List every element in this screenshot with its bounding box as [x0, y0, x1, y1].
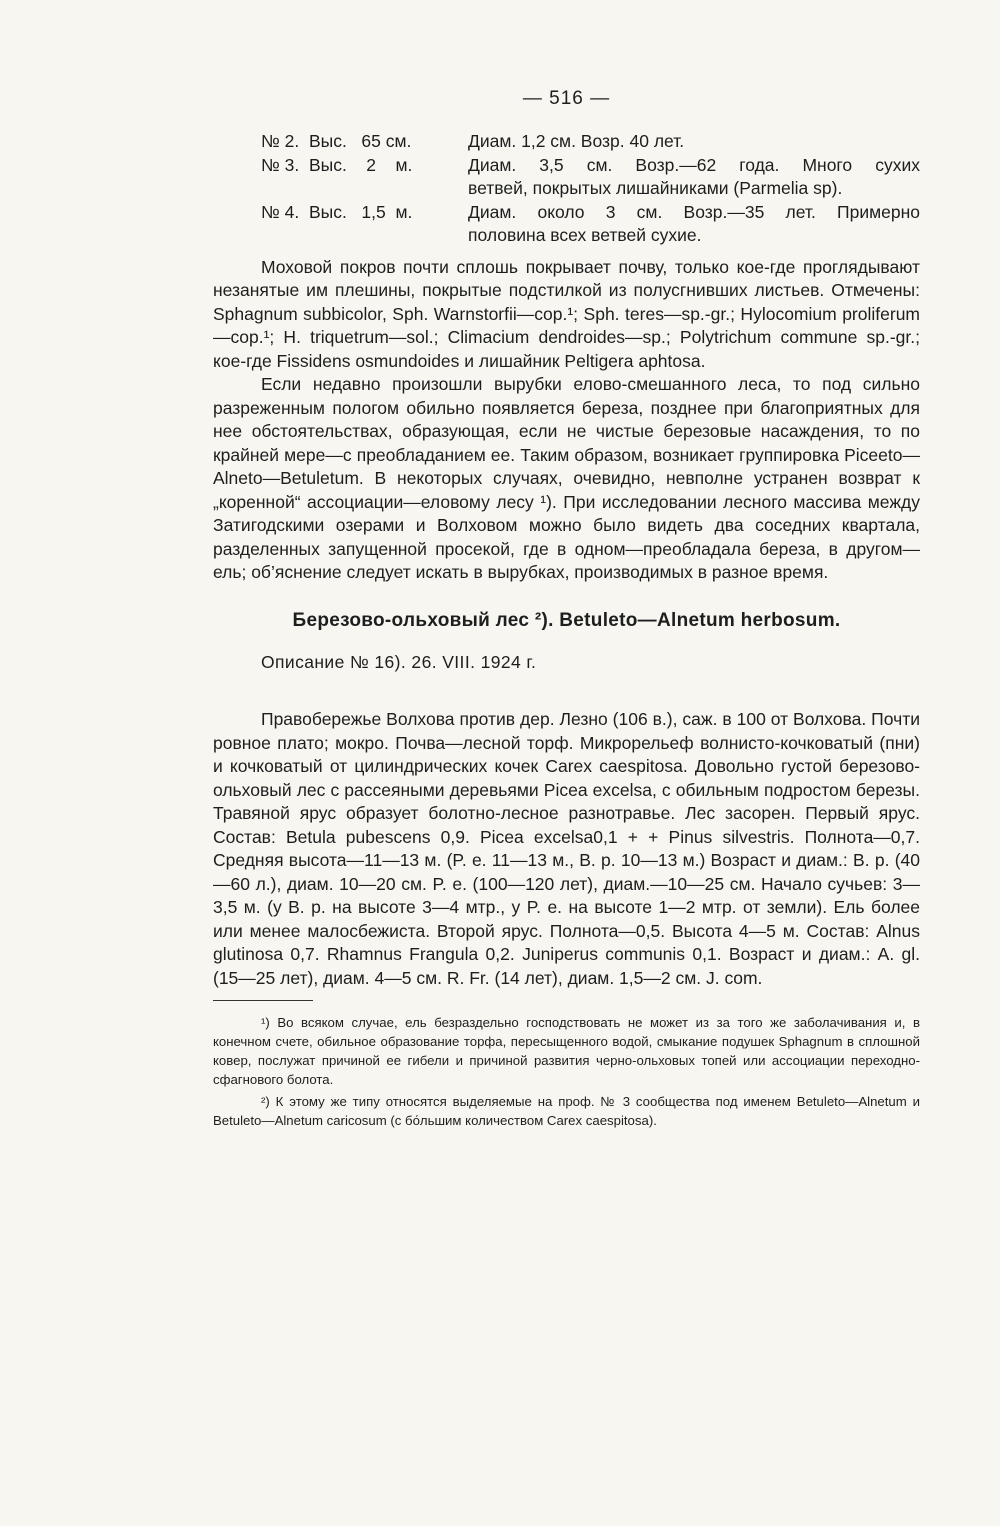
document-page	[213, 88, 920, 1133]
entry-label: № 3. Выс. 2 м.	[261, 154, 413, 175]
footnote-2: ²) К этому же типу относятся выделяемые на проф. № 3 сообщества под именем Betuleto—Alnetum и Betuleto—Alnetum caricosum (с бо́льшим количеством Carex caespitosa).	[213, 1094, 920, 1128]
description-number: Описание № 16). 26. VIII. 1924 г.	[261, 651, 537, 672]
tree-entry-3	[213, 154, 920, 201]
paragraph-moss-cover: Моховой покров почти сплошь покрывает почву, только кое-где проглядывают незанятые им плешины, покрытые подстилкой из полусгнивших листьев. Отмечены: Sphagnum subbicolor, Sph. Warnstorfii—cop.¹; Sph. teres—sp.-gr.; Hylocomium proliferum—cop.¹; H. triquetrum—sol.; Climacium dendroides—sp.; Polytrichum commune sp.-gr.; кое-где Fissidens osmundoides и лишайник Peltigera aphtosa.	[213, 256, 920, 371]
section-heading: Березово-ольховый лес ²). Betuleto—Alnetum herbosum.	[292, 609, 841, 631]
entry-text-line: Диам. около 3 см. Возр.—35 лет. Примерно	[468, 201, 920, 222]
entry-text	[468, 130, 920, 154]
paragraph-birch-succession: Если недавно произошли вырубки елово-смешанного леса, то под сильно разреженным пологом обильно появляется береза, позднее при благоприятных для нее обстоятельствах, образующая, если не чистые березовые насаждения, то по крайней мере—с преобладанием ее. Таким образом, возникает группировка Piceeto—Alneto—Betuletum. В некоторых случаях, очевидно, невполне устранен возврат к „коренной“ ассоциации—еловому лесу ¹). При исследовании лесного массива между Затигодскими озерами и Волховом можно было видеть два соседних квартала, разделенных запущенной просекой, где в одном—преобладала береза, в другом—ель; об’яснение следует искать в вырубках, производимых в разное время.	[213, 374, 920, 582]
footnote-divider	[213, 1000, 313, 1001]
footnote-1: ¹) Во всяком случае, ель безраздельно господствовать не может из за того же заболачивания и, в конечном счете, обильное образование торфа, пересыщенного водой, смыкание подушек Sphagnum в сплошной ковер, послужат причиной ее гибели и причиной развития черно-ольховых топей или ассоциации переходно-сфагнового болота.	[213, 1015, 920, 1087]
entry-text-line: Диам. 3,5 см. Возр.—62 года. Много сухих	[468, 154, 920, 175]
entry-text	[468, 154, 920, 201]
entry-text-line: ветвей, покрытых лишайниками (Parmelia sp).	[468, 178, 843, 198]
entry-text-line: половина всех ветвей сухие.	[468, 225, 702, 245]
entry-label: № 4. Выс. 1,5 м.	[261, 201, 413, 222]
entry-text	[468, 201, 920, 248]
tree-entry-4	[213, 201, 920, 248]
paragraph-site-description: Правобережье Волхова против дер. Лезно (106 в.), саж. в 100 от Волхова. Почти ровное плато; мокро. Почва—лесной торф. Микрорельеф волнисто-кочковатый (пни) и кочковатый от цилиндрических кочек Carex caespitosa. Довольно густой березово-ольховый лес с рассеяными деревьями Picea excelsa, с обильным подростом березы. Травяной ярус образует болотно-лесное разнотравье. Лес засорен. Первый ярус. Состав: Betula pubescens 0,9. Picea excelsa0,1 + + Pinus silvestris. Полнота—0,7. Средняя высота—11—13 м. (P. e. 11—13 м., B. p. 10—13 м.) Возраст и диам.: B. p. (40—60 л.), диам. 10—20 см. P. e. (100—120 лет), диам.—10—25 см. Начало сучьев: 3—3,5 м. (у B. p. на высоте 3—4 мтр., у P. e. на высоте 1—2 мтр. от земли). Ель более или менее малосбежиста. Второй ярус. Полнота—0,5. Высота 4—5 м. Состав: Alnus glutinosa 0,7. Rhamnus Frangula 0,2. Juniperus communis 0,1. Возраст и диам.: A. gl. (15—25 лет), диам. 4—5 см. R. Fr. (14 лет), диам. 1,5—2 см. J. com.	[213, 709, 920, 988]
entry-text-line: Диам. 1,2 см. Возр. 40 лет.	[468, 131, 685, 151]
tree-entry-2	[213, 130, 920, 154]
entry-label: № 2. Выс. 65 см.	[261, 131, 412, 151]
page-number: — 516 —	[522, 88, 611, 109]
